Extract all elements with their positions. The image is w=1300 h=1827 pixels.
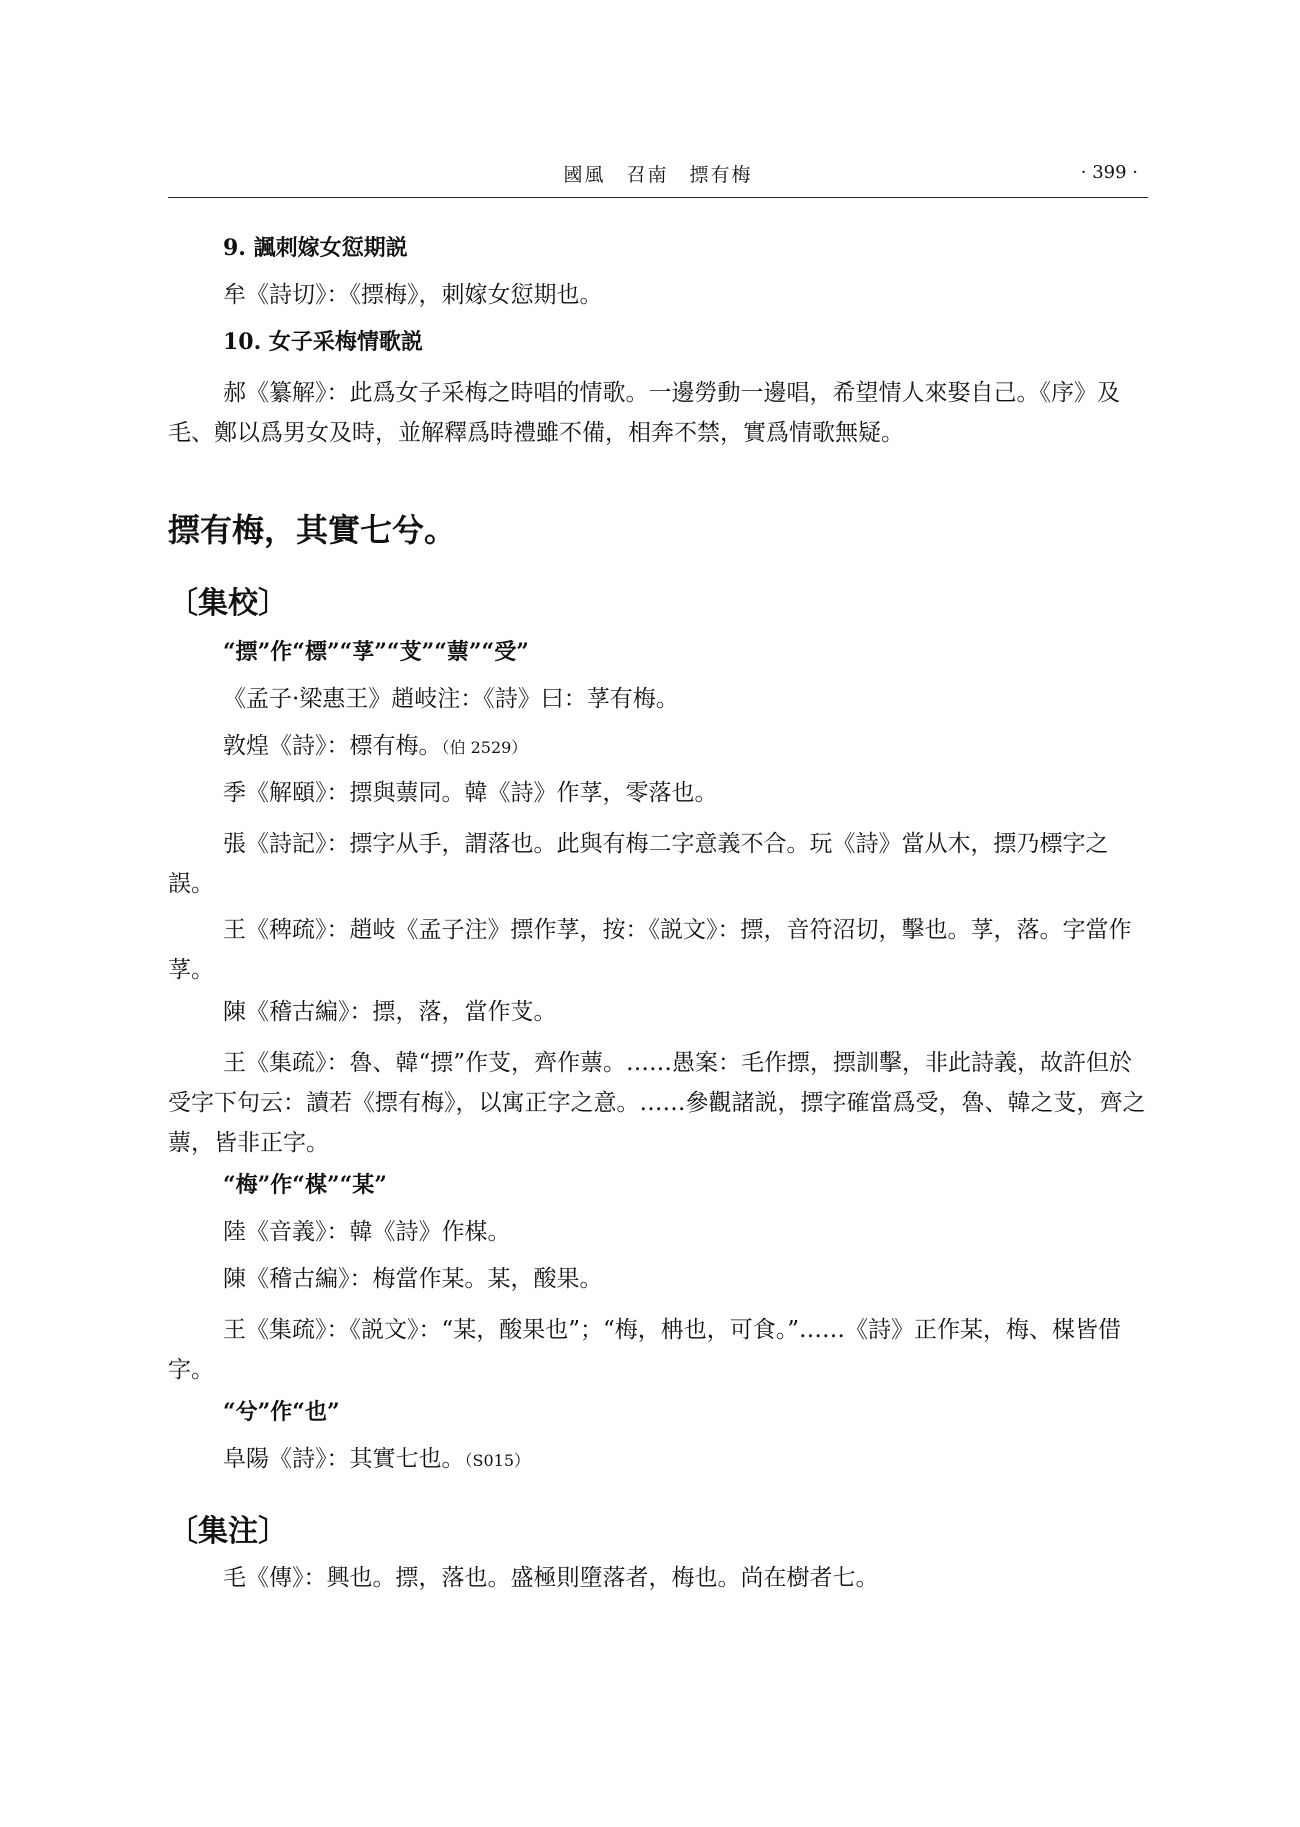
note-paragraph: 王《稗疏》：趙岐《孟子注》摽作莩，按：《説文》：摽，音符沼切，擊也。莩，落。字當作莩。 — [168, 917, 1132, 983]
note-line: 陳《稽古編》：梅當作某。某，酸果。 — [223, 1266, 603, 1292]
section-heading-jizhu: 〔集注〕 — [168, 1514, 288, 1549]
note-line — [168, 730, 1148, 764]
paragraph-10: 郝《纂解》：此爲女子采梅之時唱的情歌。一邊勞動一邊唱，希望情人來娶自己。《序》及毛、鄭以爲男女及時，並解釋爲時禮雖不備，相奔不禁，實爲情歌無疑。 — [168, 380, 1120, 446]
variant-heading-1: “摽”作“標”“莩”“芆”“蔈”“受” — [223, 639, 529, 665]
page-body — [168, 232, 1148, 1609]
source-note: （S015） — [464, 1451, 531, 1470]
note-line: 毛《傳》：興也。摽，落也。盛極則墮落者，梅也。尚在樹者七。 — [223, 1565, 879, 1591]
note-paragraph: 王《集疏》：《説文》：“某，酸果也”；“梅，柟也，可食。”……《詩》正作某，梅、楳皆借字。 — [168, 1317, 1122, 1383]
section-heading-jiaoxiao: 〔集校〕 — [168, 586, 288, 621]
source-note: （伯 2529） — [441, 738, 528, 757]
paragraph-9: 牟《詩切》：《摽梅》，刺嫁女愆期也。 — [223, 282, 603, 308]
subheading-10: 10. 女子采梅情歌説 — [223, 329, 423, 355]
note-line: 季《解頤》：摽與蔈同。韓《詩》作莩，零落也。 — [223, 780, 718, 806]
note-line: 陸《音義》：韓《詩》作楳。 — [223, 1219, 511, 1245]
subheading-9: 9. 諷刺嫁女愆期説 — [223, 235, 408, 261]
variant-heading-2: “梅”作“楳”“某” — [223, 1172, 387, 1198]
running-header — [168, 160, 1148, 196]
verse-title: 摽有梅，其實七兮。 — [168, 511, 457, 549]
variant-heading-3: “兮”作“也” — [223, 1399, 340, 1425]
note-paragraph: 王《集疏》：魯、韓“摽”作芆，齊作蔈。……愚案：毛作摽，摽訓擊，非此詩義，故許但於受字下句云：讀若《摽有梅》，以寓正字之意。……參觀諸説，摽字確當爲受，魯、韓之芆，齊之蔈，皆非正字。 — [168, 1050, 1146, 1156]
note-text: 敦煌《詩》：標有梅。 — [223, 733, 442, 759]
note-paragraph: 張《詩記》：摽字从手，謂落也。此與有梅二字意義不合。玩《詩》當从木，摽乃標字之誤。 — [168, 831, 1109, 897]
header-title: 國風 召南 摽有梅 — [563, 164, 753, 186]
note-line — [168, 1443, 1148, 1477]
header-rule — [168, 197, 1148, 198]
note-line: 陳《稽古編》：摽，落，當作芆。 — [223, 999, 557, 1025]
note-line: 《孟子·梁惠王》趙岐注：《詩》曰：莩有梅。 — [223, 686, 679, 712]
page-number: · 399 · — [1080, 162, 1138, 183]
note-text: 阜陽《詩》：其實七也。 — [223, 1446, 465, 1472]
